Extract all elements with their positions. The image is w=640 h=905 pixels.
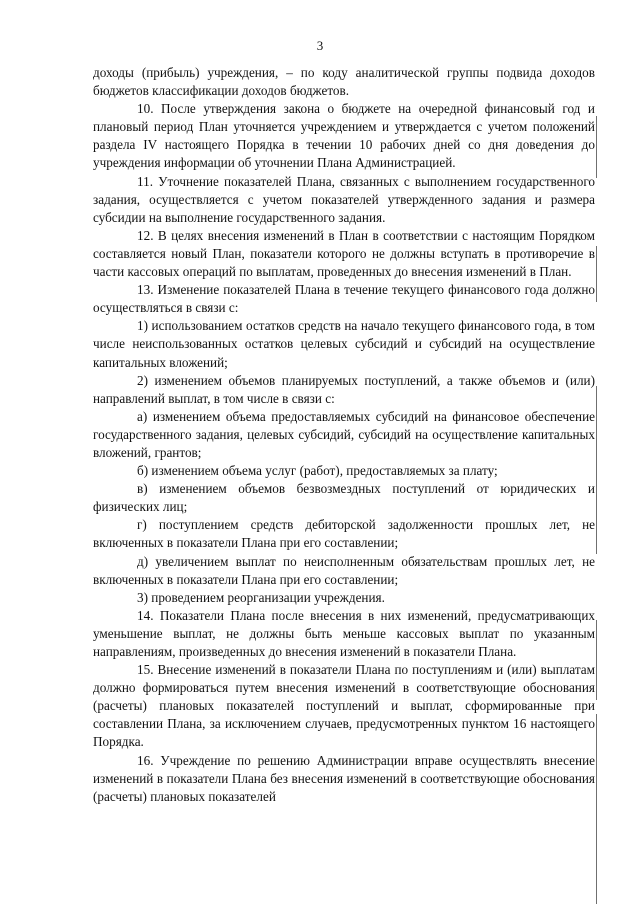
list-item-3: 3) проведением реорганизации учреждения.: [137, 589, 385, 605]
list-item-2b: б) изменением объема услуг (работ), предоставляемых за плату;: [137, 463, 498, 479]
document-body: [93, 64, 595, 806]
list-item-2v: в) изменением объемов безвозмездных поступлений от юридических и физических лиц;: [93, 481, 595, 515]
paragraph-14: 14. Показатели Плана после внесения в них изменений, предусматривающих уменьшение выплат, не должны быть меньше кассовых выплат по указанным направлениям, произведенных до внесения изменений в показатели Плана.: [93, 607, 595, 659]
page-number: 3: [316, 38, 324, 53]
paragraph-11: 11. Уточнение показателей Плана, связанных с выполнением государственного задания, осуществляется с учетом показателей утвержденного задания и размера субсидии на выполнение государственного задания.: [93, 173, 595, 225]
list-item-2a: а) изменением объема предоставляемых субсидий на финансовое обеспечение государственного задания, целевых субсидий, субсидий на осуществление капитальных вложений, грантов;: [93, 408, 595, 460]
paragraph-continuation: доходы (прибыль) учреждения, – по коду аналитической группы подвида доходов бюджетов классификации доходов бюджетов.: [93, 65, 595, 99]
list-item-2d: д) увеличением выплат по неисполненным обязательствам прошлых лет, не включенных в показатели Плана при его составлении;: [93, 553, 595, 587]
list-item-2: 2) изменением объемов планируемых поступлений, а также объемов и (или) направлений выплат, в том числе в связи с:: [93, 372, 595, 406]
scan-margin-line: [596, 386, 597, 554]
paragraph-13: 13. Изменение показателей Плана в течение текущего финансового года должно осуществляться в связи с:: [93, 282, 595, 316]
paragraph-12: 12. В целях внесения изменений в План в соответствии с настоящим Порядком составляется новый План, показатели которого не должны вступать в противоречие в части кассовых операций по выплатам, проведенных до внесения изменений в План.: [93, 227, 595, 280]
scan-margin-line: [596, 620, 597, 700]
scan-margin-line: [596, 116, 597, 178]
scan-margin-line: [596, 714, 597, 904]
paragraph-15: 15. Внесение изменений в показатели Плана по поступлениям и (или) выплатам должно формироваться путем внесения изменений в соответствующие обоснования (расчеты) плановых показателей поступлений и выплат, сформированные при составлении Плана, за исключением случаев, предусмотренных пунктом 16 настоящего Порядка.: [93, 662, 595, 750]
paragraph-10: 10. После утверждения закона о бюджете на очередной финансовый год и плановый период План уточняется учреждением и утверждается с учетом положений раздела IV настоящего Порядка в течении 10 рабочих дней со дня доведения до учреждения информации об уточнении Плана Администрацией.: [93, 101, 595, 171]
list-item-1: 1) использованием остатков средств на начало текущего финансового года, в том числе неиспользованных остатков целевых субсидий и субсидий на осуществление капитальных вложений;: [93, 318, 595, 370]
scan-margin-line: [596, 246, 597, 302]
paragraph-16: 16. Учреждение по решению Администрации вправе осуществлять внесение изменений в показатели Плана без внесения изменений в соответствующие обоснования (расчеты) плановых показателей: [93, 752, 595, 804]
list-item-2g: г) поступлением средств дебиторской задолженности прошлых лет, не включенных в показатели Плана при его составлении;: [93, 517, 595, 551]
